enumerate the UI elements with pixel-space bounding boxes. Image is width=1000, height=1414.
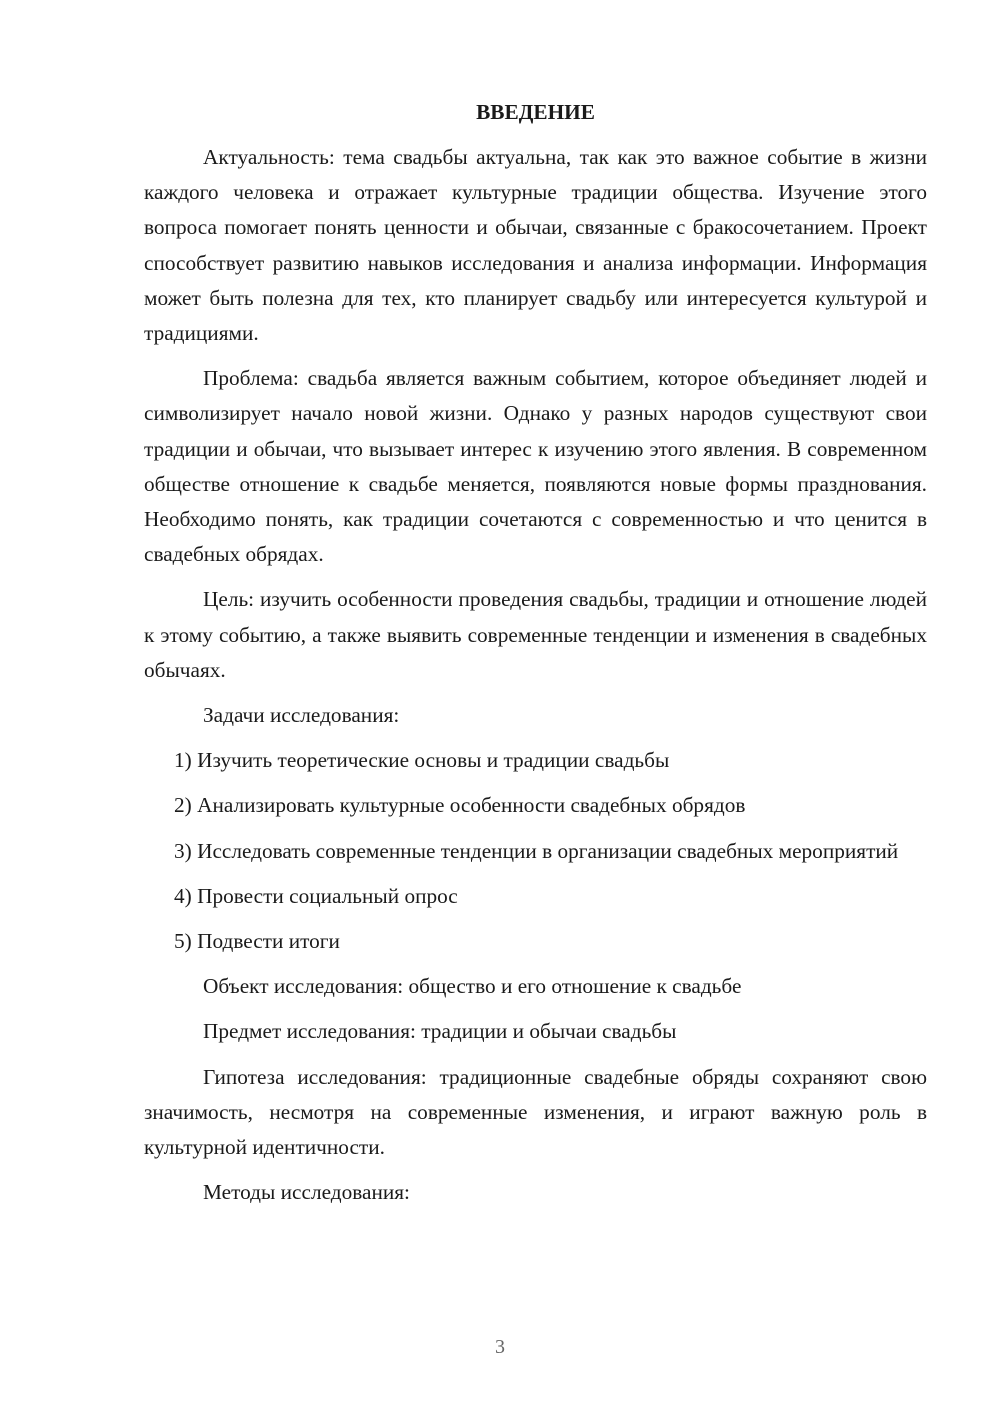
paragraph-hypothesis: Гипотеза исследования: традиционные свадебные обряды сохраняют свою значимость, несмотря на современные изменения, и играют важную роль в культурной идентичности. [144,1064,927,1160]
task-item-3: 3) Исследовать современные тенденции в организации свадебных мероприятий [174,838,899,863]
paragraph-goal: Цель: изучить особенности проведения свадьбы, традиции и отношение людей к этому событию, а также выявить современные тенденции и изменения в свадебных обычаях. [144,587,927,682]
paragraph-tasks-heading: Задачи исследования: [203,703,400,728]
task-item-1: 1) Изучить теоретические основы и традиции свадьбы [174,748,670,773]
document-page [144,95,927,1220]
page-number: 3 [495,1336,505,1358]
paragraph-problem: Проблема: свадьба является важным событием, которое объединяет людей и символизирует начало новой жизни. Однако у разных народов существуют свои традиции и обычаи, что вызывает интерес к изучению этого явления. В современном обществе отношение к свадьбе меняется, появляются новые формы празднования. Необходимо понять, как традиции сочетаются с современностью и что ценится в свадебных обрядах. [144,366,927,567]
section-title: ВВЕДЕНИЕ [476,100,595,124]
paragraph-subject: Предмет исследования: традиции и обычаи свадьбы [203,1019,677,1044]
paragraph-object: Объект исследования: общество и его отношение к свадьбе [203,974,742,999]
task-item-4: 4) Провести социальный опрос [174,883,458,908]
paragraph-relevance: Актуальность: тема свадьбы актуальна, так как это важное событие в жизни каждого человека и отражает культурные традиции общества. Изучение этого вопроса помогает понять ценности и обычаи, связанные с бракосочетанием. Проект способствует развитию навыков исследования и анализа информации. Информация может быть полезна для тех, кто планирует свадьбу или интересуется культурой и традициями. [144,145,927,346]
task-item-2: 2) Анализировать культурные особенности свадебных обрядов [174,793,746,818]
task-item-5: 5) Подвести итоги [174,929,340,954]
paragraph-methods: Методы исследования: [203,1180,410,1205]
